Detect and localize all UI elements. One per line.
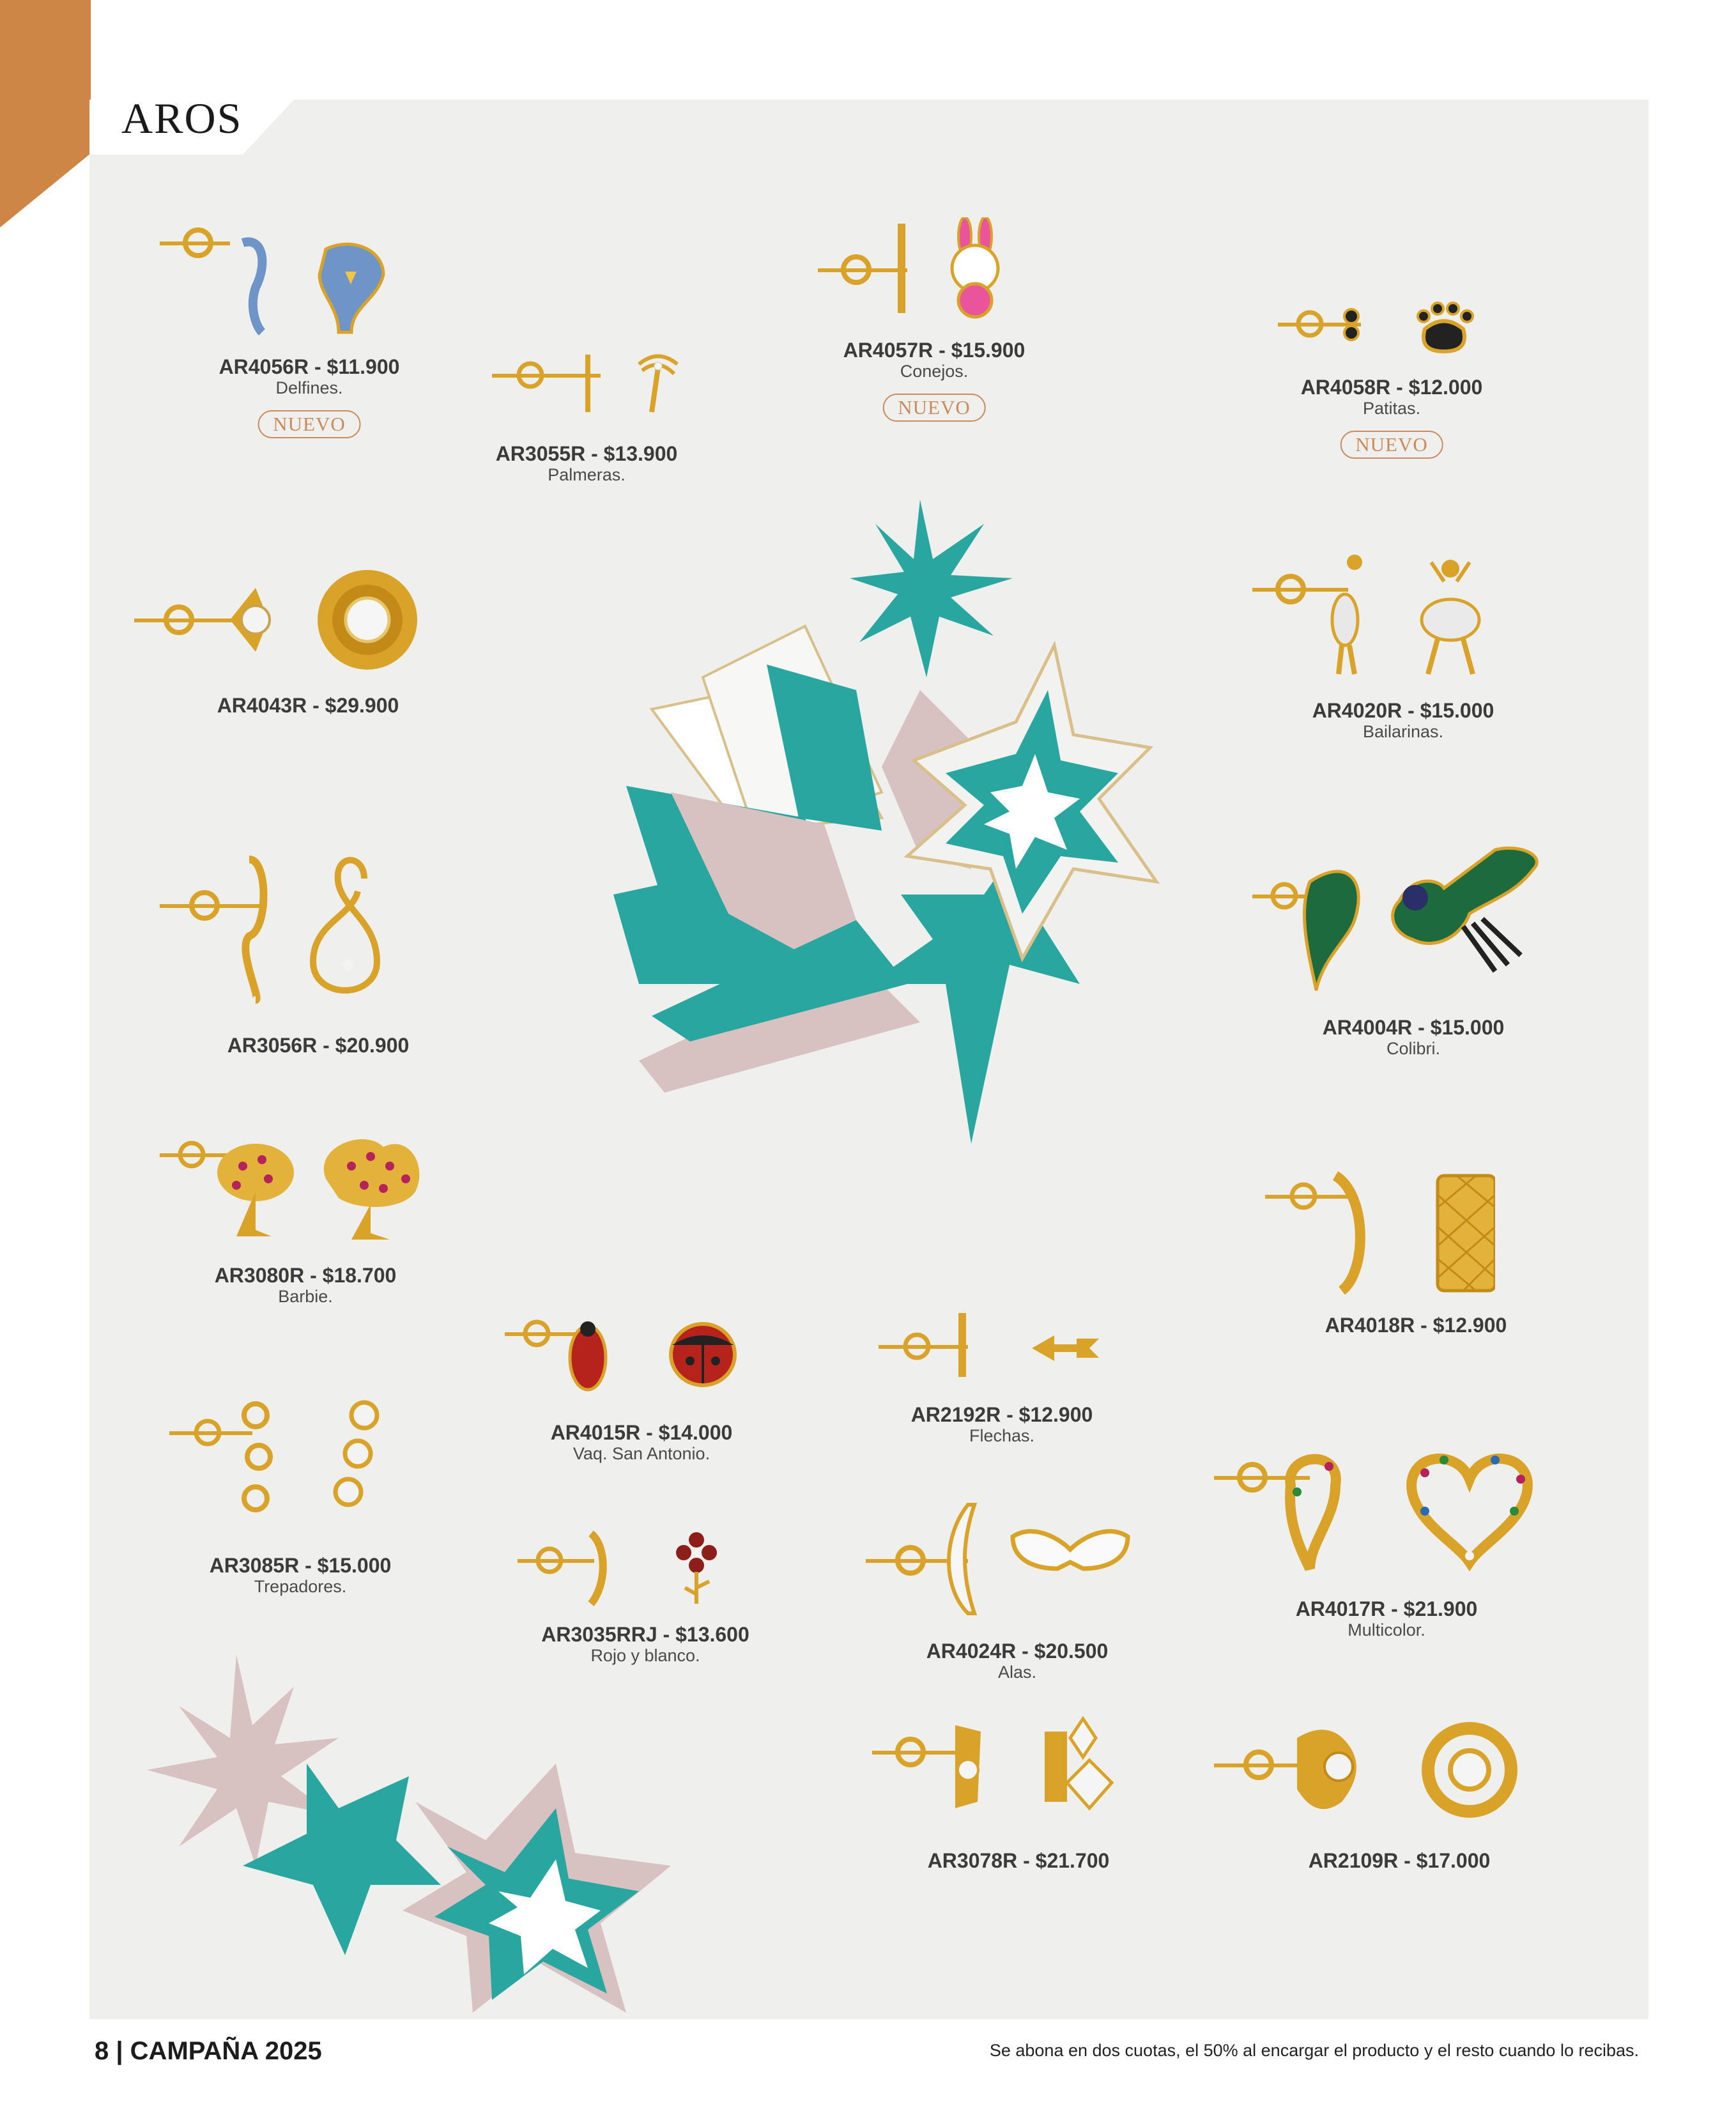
- product-description: Trepadores.: [254, 1577, 347, 1596]
- palm-earring-icon: [492, 348, 684, 419]
- ballerina-earring-icon: [1252, 549, 1508, 677]
- product-description: Delfines.: [275, 378, 343, 397]
- arrow-earring-icon: [879, 1310, 1102, 1380]
- climber-earring-icon: [169, 1396, 399, 1518]
- product-description: Vaq. San Antonio.: [572, 1444, 711, 1463]
- round-crystal-earring-icon: [1214, 1719, 1533, 1827]
- rabbit-earring-icon: [818, 217, 1022, 326]
- new-badge: NUEVO: [882, 394, 986, 422]
- product-code: AR4015R - $14.000: [550, 1421, 733, 1444]
- product-description: Colibri.: [1386, 1039, 1441, 1058]
- product-code: AR4020R - $15.000: [1312, 699, 1494, 722]
- payment-note: Se abona en dos cuotas, el 50% al encargar el producto y el resto cuando lo recibas.: [989, 2041, 1639, 2060]
- product-description: Patitas.: [1362, 399, 1421, 418]
- product-code: AR4017R - $21.900: [1295, 1597, 1478, 1620]
- dolphin-earring-icon: [160, 224, 396, 339]
- product-code: AR3056R - $20.900: [227, 1034, 410, 1057]
- product-description: Conejos.: [900, 362, 969, 381]
- product-code: AR3078R - $21.700: [927, 1849, 1110, 1872]
- heart-multicolor-earring-icon: [1214, 1441, 1546, 1575]
- red-flower-earring-icon: [518, 1527, 728, 1610]
- product-code: AR3035RRJ - $13.600: [541, 1623, 749, 1646]
- product-description: Flechas.: [969, 1426, 1035, 1445]
- product-description: Barbie.: [278, 1287, 333, 1306]
- product-code: AR4058R - $12.000: [1300, 376, 1483, 399]
- product-description: Alas.: [997, 1663, 1037, 1682]
- glitter-star-decoration: [141, 1655, 754, 2019]
- product-code: AR3055R - $13.900: [495, 442, 678, 465]
- crown-crystal-earring-icon: [872, 1712, 1134, 1821]
- product-code: AR4024R - $20.500: [926, 1640, 1109, 1663]
- section-title: AROS: [121, 94, 243, 142]
- wings-earring-icon: [866, 1498, 1134, 1620]
- product-description: Palmeras.: [548, 465, 626, 484]
- paw-earring-icon: [1278, 291, 1482, 361]
- corner-accent: [0, 0, 91, 227]
- product-code: AR2109R - $17.000: [1308, 1849, 1491, 1872]
- product-code: AR4056R - $11.900: [219, 355, 400, 378]
- product-description: Bailarinas.: [1362, 722, 1444, 741]
- flower-crystal-earring-icon: [134, 569, 428, 677]
- tree-earring-icon: [160, 1128, 434, 1243]
- quilted-bar-earring-icon: [1265, 1169, 1495, 1297]
- product-description: Multicolor.: [1348, 1620, 1425, 1640]
- new-badge: NUEVO: [257, 410, 361, 438]
- glitter-star-decoration: [524, 498, 1182, 1150]
- ladybug-earring-icon: [505, 1307, 741, 1396]
- product-code: AR2192R - $12.900: [910, 1403, 1093, 1426]
- product-code: AR4018R - $12.900: [1325, 1314, 1507, 1337]
- infinity-earring-icon: [160, 853, 403, 1006]
- new-badge: NUEVO: [1340, 431, 1443, 459]
- product-description: Rojo y blanco.: [590, 1646, 700, 1665]
- product-code: AR4004R - $15.000: [1322, 1016, 1505, 1039]
- page-footer-title: 8 | CAMPAÑA 2025: [95, 2037, 322, 2065]
- product-code: AR3085R - $15.000: [209, 1554, 392, 1577]
- product-code: AR3080R - $18.700: [214, 1264, 397, 1287]
- product-code: AR4057R - $15.900: [843, 339, 1025, 362]
- hummingbird-earring-icon: [1252, 843, 1559, 997]
- product-code: AR4043R - $29.900: [217, 694, 399, 717]
